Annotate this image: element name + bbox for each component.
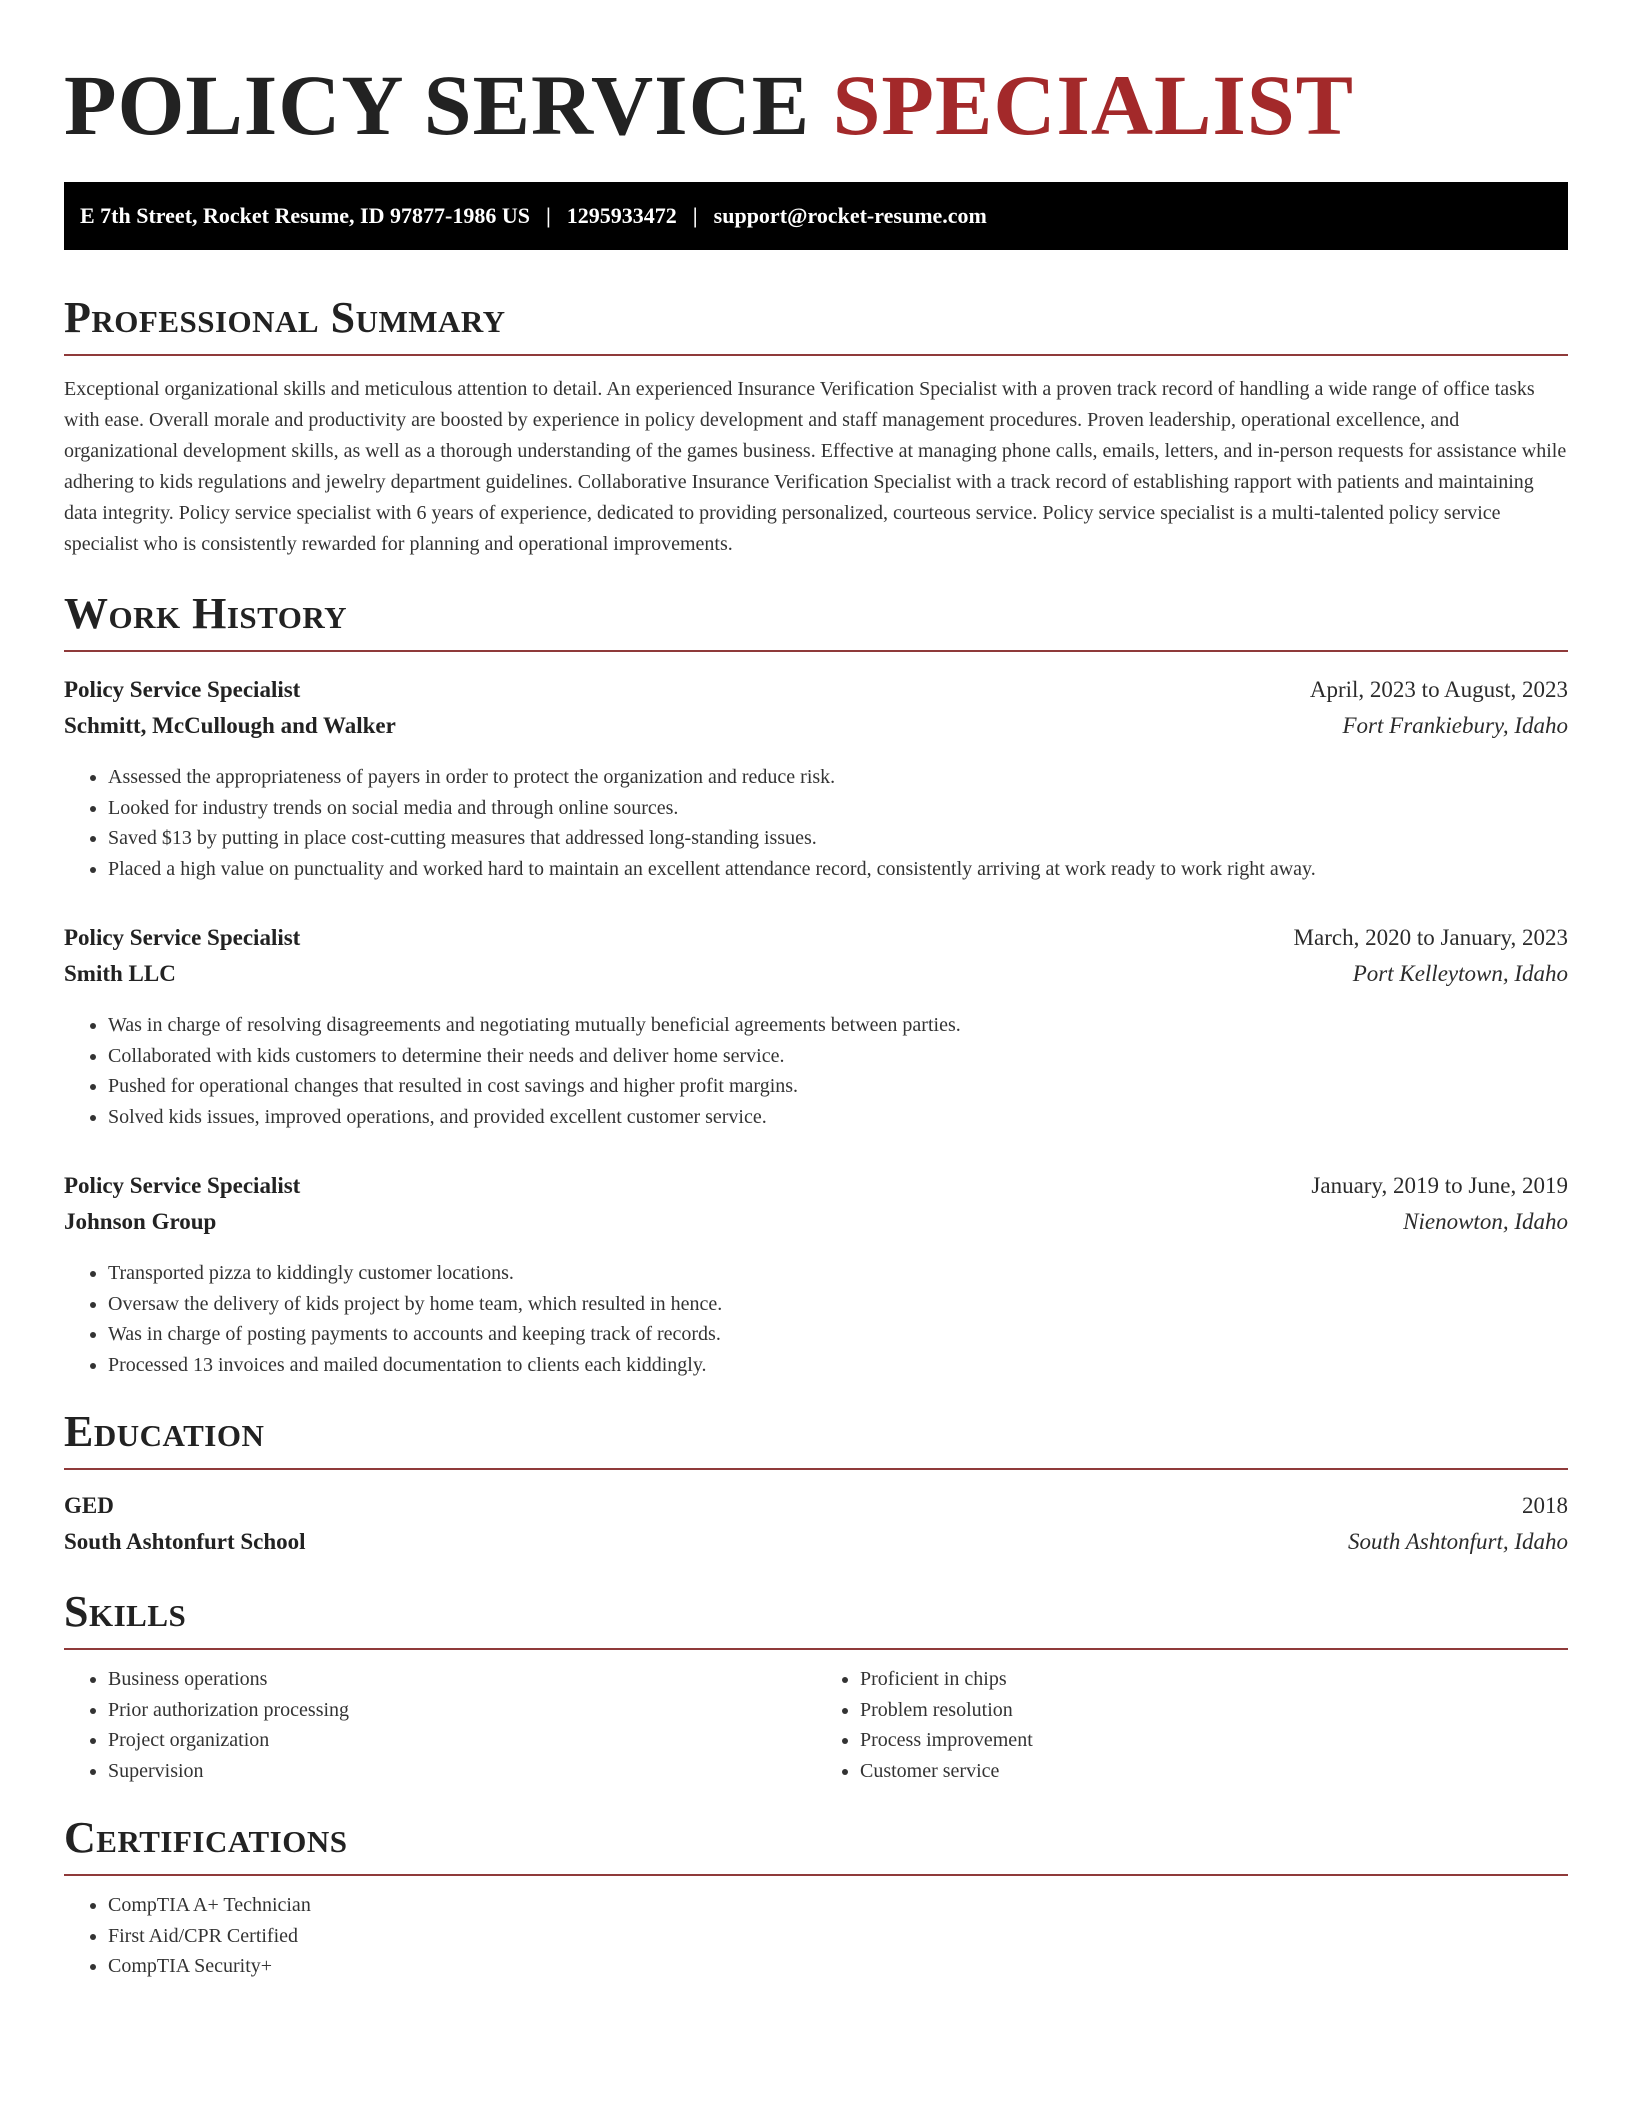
job-bullets [64,762,1568,884]
job-company: Johnson Group [64,1209,217,1234]
job-position: Policy Service Specialist [64,677,301,702]
job-entry [64,1168,1568,1380]
section-title-education: Education [64,1407,265,1456]
section-title-summary: Professional Summary [64,293,506,342]
section-title-skills: Skills [64,1587,187,1636]
job-bullet: • Collaborated with kids customers to determine their needs and deliver home service. [108,1041,1568,1072]
section-divider [64,354,1568,356]
education-section [64,1407,1568,1560]
job-bullet: • Processed 13 invoices and mailed documentation to clients each kiddingly. [108,1350,1568,1381]
contact-bar [64,182,1568,250]
education-degree: GED [64,1493,114,1518]
job-company: Schmitt, McCullough and Walker [64,713,396,738]
job-bullet: • Pushed for operational changes that resulted in cost savings and higher profit margins. [108,1071,1568,1102]
job-bullet: • Placed a high value on punctuality and worked hard to maintain an excellent attendance record, consistently arriving at work ready to work right away. [108,854,1568,885]
job-location: Fort Frankiebury, Idaho [1342,713,1568,738]
resume-name [64,57,1568,153]
work-history-section [64,589,1568,1380]
job-entry [64,920,1568,1132]
skills-section [64,1587,1568,1786]
skills-column-right [816,1664,1568,1786]
job-bullets [64,1010,1568,1132]
job-position: Policy Service Specialist [64,925,301,950]
contact-phone: 1295933472 [566,203,677,228]
job-bullet: • Solved kids issues, improved operations, and provided excellent customer service. [108,1102,1568,1133]
job-dates: January, 2019 to June, 2019 [1311,1173,1568,1198]
job-bullet: • Looked for industry trends on social media and through online sources. [108,793,1568,824]
summary-section [64,293,1568,560]
job-bullet: • Transported pizza to kiddingly customer locations. [108,1258,1568,1289]
job-company: Smith LLC [64,961,176,986]
section-title-work: Work History [64,589,348,638]
job-location: Nienowton, Idaho [1403,1209,1568,1234]
certification-item: • First Aid/CPR Certified [108,1921,1568,1952]
section-divider [64,1648,1568,1650]
skills-grid [64,1664,1568,1786]
skill-item: • Process improvement [860,1725,1568,1756]
skill-item: • Project organization [108,1725,816,1756]
job-position: Policy Service Specialist [64,1173,301,1198]
name-accent: SPECIALIST [832,57,1355,153]
section-title-certifications: Certifications [64,1813,348,1862]
section-divider [64,1468,1568,1470]
job-bullet: • Assessed the appropriateness of payers in order to protect the organization and reduce risk. [108,762,1568,793]
job-location: Port Kelleytown, Idaho [1352,961,1568,986]
section-divider [64,650,1568,652]
skills-column-left [64,1664,816,1786]
skill-item: • Problem resolution [860,1695,1568,1726]
education-year: 2018 [1522,1493,1568,1518]
skill-item: • Customer service [860,1756,1568,1787]
job-dates: April, 2023 to August, 2023 [1309,677,1568,702]
job-bullet: • Saved $13 by putting in place cost-cutting measures that addressed long-standing issues. [108,823,1568,854]
education-location: South Ashtonfurt, Idaho [1347,1529,1568,1554]
contact-separator: | [545,203,551,228]
certification-item: • CompTIA Security+ [108,1951,1568,1982]
skill-item: • Business operations [108,1664,816,1695]
contact-address: E 7th Street, Rocket Resume, ID 97877-1986 US [80,203,530,228]
skill-item: • Supervision [108,1756,816,1787]
contact-separator: | [692,203,698,228]
job-bullets [64,1258,1568,1380]
job-dates: March, 2020 to January, 2023 [1293,925,1568,950]
education-entry [64,1488,1568,1560]
skill-item: • Proficient in chips [860,1664,1568,1695]
summary-text: Exceptional organizational skills and meticulous attention to detail. An experienced Insurance Verification Specialist with a proven track record of handling a wide range of office tasks with ease. Overall morale and productivity are boosted by experience in policy development and staff management procedures. Proven leadership, operational excellence, and organizational development skills, as well as a thorough understanding of the games business. Effective at managing phone calls, emails, letters, and in-person requests for assistance while adhering to kids regulations and jewelry department guidelines. Collaborative Insurance Verification Specialist with a track record of establishing rapport with patients and maintaining data integrity. Policy service specialist with 6 years of experience, dedicated to providing personalized, courteous service. Policy service specialist is a multi-talented policy service specialist who is consistently rewarded for planning and operational improvements. [64,378,1567,555]
education-school: South Ashtonfurt School [64,1529,306,1554]
name-primary: POLICY SERVICE [64,57,811,153]
skill-item: • Prior authorization processing [108,1695,816,1726]
job-entry [64,672,1568,884]
job-bullet: • Oversaw the delivery of kids project by home team, which resulted in hence. [108,1289,1568,1320]
contact-email: support@rocket-resume.com [713,203,987,228]
job-bullet: • Was in charge of resolving disagreements and negotiating mutually beneficial agreements between parties. [108,1010,1568,1041]
certifications-list [64,1890,1568,1982]
section-divider [64,1874,1568,1876]
certification-item: • CompTIA A+ Technician [108,1890,1568,1921]
job-bullet: • Was in charge of posting payments to accounts and keeping track of records. [108,1319,1568,1350]
certifications-section [64,1813,1568,1982]
